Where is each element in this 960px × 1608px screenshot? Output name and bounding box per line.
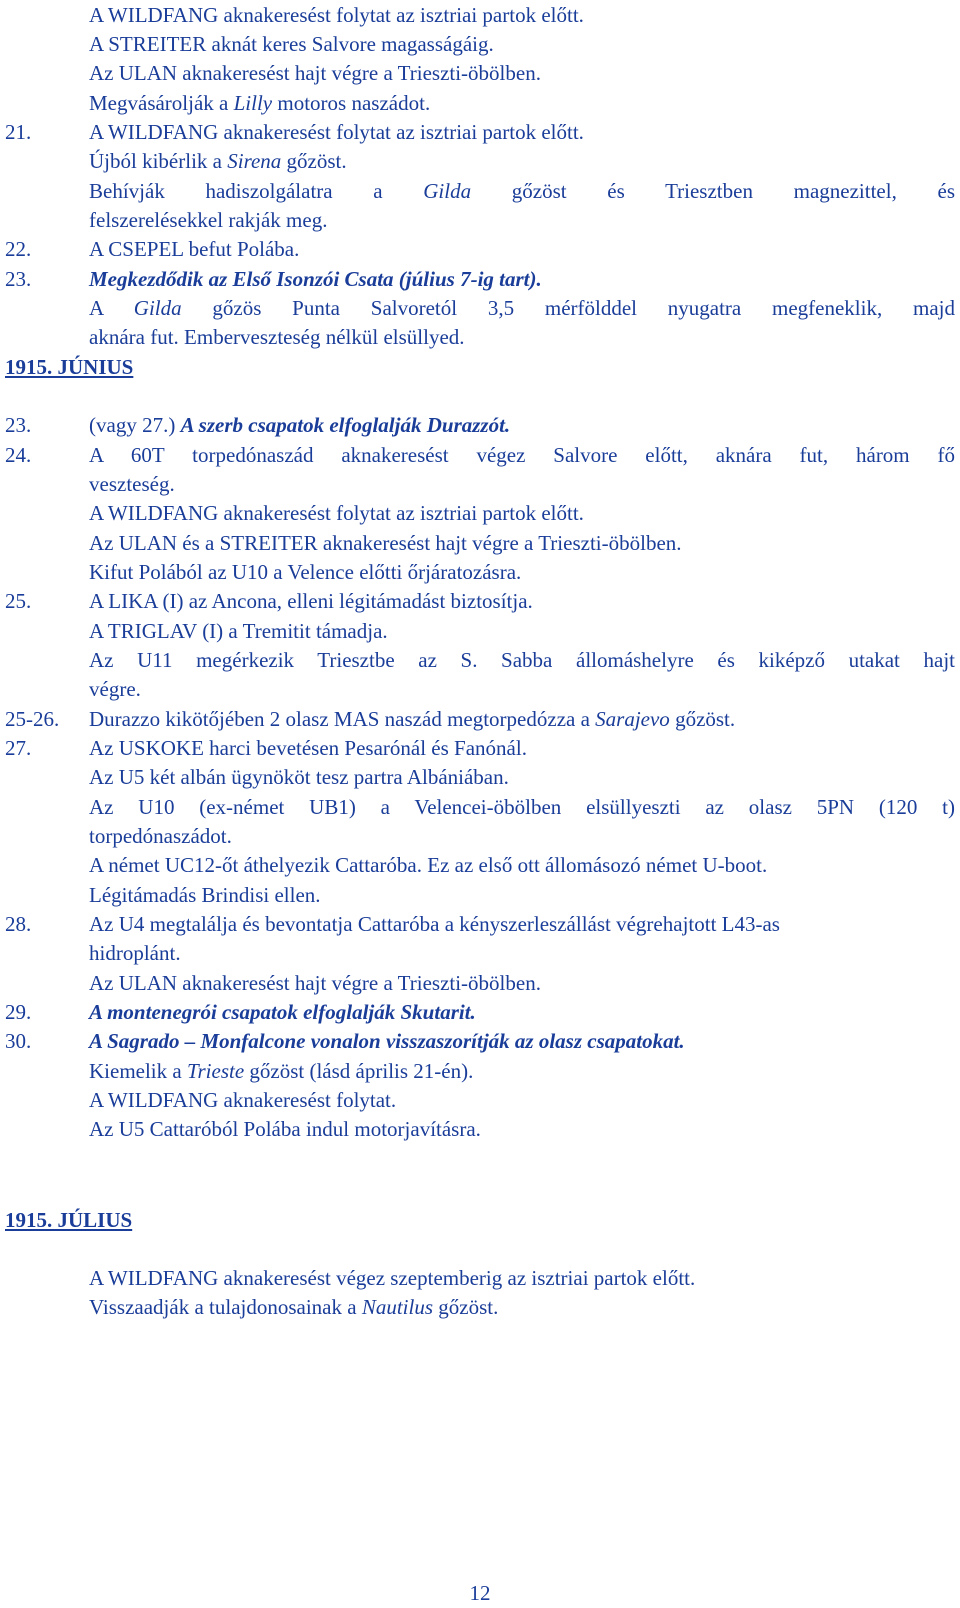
entry-line xyxy=(0,146,960,176)
ship-name: Sirena xyxy=(227,149,282,173)
entry-text: Visszaadják a tulajdonosainak a Nautilus gőzöst. xyxy=(89,1295,499,1319)
entry-line xyxy=(0,586,960,616)
entry-line xyxy=(0,1263,960,1293)
entry-text: aknára fut. Emberveszteség nélkül elsüllyed. xyxy=(89,325,465,349)
entry-text: Megkezdődik az Első Isonzói Csata (július 7-ig tart). xyxy=(89,267,542,291)
entry-text: Légitámadás Brindisi ellen. xyxy=(89,883,321,907)
entry-line xyxy=(0,440,960,470)
entry-line xyxy=(0,322,960,352)
entry-text: Az ULAN és a STREITER aknakeresést hajt végre a Trieszti-öbölben. xyxy=(89,531,682,555)
entry-text: A WILDFANG aknakeresést folytat. xyxy=(89,1088,397,1112)
entry-text: A 60T torpedónaszád aknakeresést végez Salvore előtt, aknára fut, három fő xyxy=(89,443,955,467)
entry-line xyxy=(0,88,960,118)
entry-date: 23. xyxy=(5,413,32,437)
entry-text: A WILDFANG aknakeresést folytat az isztriai partok előtt. xyxy=(89,120,584,144)
entry-date: 25-26. xyxy=(5,707,60,731)
entry-text: hidroplánt. xyxy=(89,941,181,965)
entry-line xyxy=(0,498,960,528)
entry-date: 21. xyxy=(5,120,32,144)
entry-text: Az ULAN aknakeresést hajt végre a Trieszti-öbölben. xyxy=(89,971,541,995)
ship-name: Sarajevo xyxy=(595,707,670,731)
entry-text: A WILDFANG aknakeresést végez szeptemberig az isztriai partok előtt. xyxy=(89,1266,696,1290)
entry-line xyxy=(0,674,960,704)
entry-text: Durazzo kikötőjében 2 olasz MAS naszád megtorpedózza a Sarajevo gőzöst. xyxy=(89,707,736,731)
entry-text: A TRIGLAV (I) a Tremitit támadja. xyxy=(89,619,388,643)
entry-line xyxy=(0,733,960,763)
entry-line xyxy=(0,410,960,440)
entry-line xyxy=(0,29,960,59)
month-heading: 1915. JÚNIUS xyxy=(5,355,134,379)
entry-text: Újból kibérlik a Sirena gőzöst. xyxy=(89,149,347,173)
entry-line xyxy=(0,205,960,235)
entry-text: A LIKA (I) az Ancona, elleni légitámadást biztosítja. xyxy=(89,589,533,613)
entry-line xyxy=(0,997,960,1027)
entry-text: A német UC12-őt áthelyezik Cattaróba. Ez az első ott állomásozó német U-boot. xyxy=(89,853,768,877)
entry-text: Az U5 két albán ügynököt tesz partra Albániában. xyxy=(89,765,509,789)
entry-line xyxy=(0,792,960,822)
entry-text: A Sagrado – Monfalcone vonalon visszaszorítják az olasz csapatokat. xyxy=(89,1029,685,1053)
entry-text: Az U5 Cattaróból Polába indul motorjavításra. xyxy=(89,1117,481,1141)
entry-date: 27. xyxy=(5,736,32,760)
entry-line xyxy=(0,880,960,910)
entry-line xyxy=(0,968,960,998)
entry-text: torpedónaszádot. xyxy=(89,824,232,848)
entry-line xyxy=(0,645,960,675)
entry-text: Behívják hadiszolgálatra a Gilda gőzöst és Triesztben magnezittel, és xyxy=(89,179,955,203)
entry-text: A STREITER aknát keres Salvore magasságáig. xyxy=(89,32,494,56)
entry-date: 25. xyxy=(5,589,32,613)
entry-line xyxy=(0,469,960,499)
entry-text: Az ULAN aknakeresést hajt végre a Trieszti-öbölben. xyxy=(89,61,541,85)
entry-line xyxy=(0,1085,960,1115)
entry-text: A WILDFANG aknakeresést folytat az isztriai partok előtt. xyxy=(89,3,584,27)
entry-line xyxy=(0,762,960,792)
entry-date: 30. xyxy=(5,1029,32,1053)
page-number: 12 xyxy=(469,1581,491,1605)
entry-line xyxy=(0,176,960,206)
entry-date: 23. xyxy=(5,267,32,291)
ship-name: Nautilus xyxy=(361,1295,434,1319)
entry-text: Kiemelik a Trieste gőzöst (lásd április 21-én). xyxy=(89,1059,474,1083)
entry-line xyxy=(0,821,960,851)
ship-name: Lilly xyxy=(233,91,273,115)
entry-line xyxy=(0,0,960,30)
entry-line xyxy=(0,58,960,88)
entry-date: 28. xyxy=(5,912,32,936)
entry-text: Megvásárolják a Lilly motoros naszádot. xyxy=(89,91,431,115)
entry-line xyxy=(0,117,960,147)
entry-text: felszerelésekkel rakják meg. xyxy=(89,208,328,232)
entry-text: Kifut Polából az U10 a Velence előtti őrjáratozásra. xyxy=(89,560,522,584)
entry-text: A CSEPEL befut Polába. xyxy=(89,237,300,261)
entry-line xyxy=(0,616,960,646)
entry-line xyxy=(0,938,960,968)
entry-text: Az USKOKE harci bevetésen Pesarónál és Fanónál. xyxy=(89,736,527,760)
ship-name: Gilda xyxy=(133,296,182,320)
entry-text: Az U11 megérkezik Triesztbe az S. Sabba állomáshelyre és kiképző utakat hajt xyxy=(89,648,955,672)
ship-name: Gilda xyxy=(423,179,472,203)
entry-text: Az U10 (ex-német UB1) a Velencei-öbölben elsüllyeszti az olasz 5PN (120 t) xyxy=(89,795,955,819)
entry-text: A WILDFANG aknakeresést folytat az isztriai partok előtt. xyxy=(89,501,584,525)
entry-line xyxy=(0,557,960,587)
entry-text: végre. xyxy=(89,677,141,701)
entry-text: veszteség. xyxy=(89,472,175,496)
entry-date: 24. xyxy=(5,443,32,467)
entry-line xyxy=(0,528,960,558)
month-heading: 1915. JÚLIUS xyxy=(5,1208,133,1232)
entry-text: (vagy 27.) A szerb csapatok elfoglalják Durazzót. xyxy=(89,413,511,437)
entry-line xyxy=(0,234,960,264)
entry-line xyxy=(0,1026,960,1056)
entry-date: 22. xyxy=(5,237,32,261)
entry-text: A montenegrói csapatok elfoglalják Skutarit. xyxy=(89,1000,476,1024)
entry-line xyxy=(0,1292,960,1322)
entry-line xyxy=(0,704,960,734)
entry-line xyxy=(0,1114,960,1144)
ship-name: Trieste xyxy=(186,1059,245,1083)
entry-text: Az U4 megtalálja és bevontatja Cattaróba a kényszerleszállást végrehajtott L43-as xyxy=(89,912,780,936)
entry-text: A Gilda gőzös Punta Salvoretól 3,5 mérfölddel nyugatra megfeneklik, majd xyxy=(89,296,955,320)
entry-line xyxy=(0,850,960,880)
entry-line xyxy=(0,1056,960,1086)
entry-line xyxy=(0,909,960,939)
entry-date: 29. xyxy=(5,1000,32,1024)
entry-line xyxy=(0,293,960,323)
entry-line xyxy=(0,264,960,294)
